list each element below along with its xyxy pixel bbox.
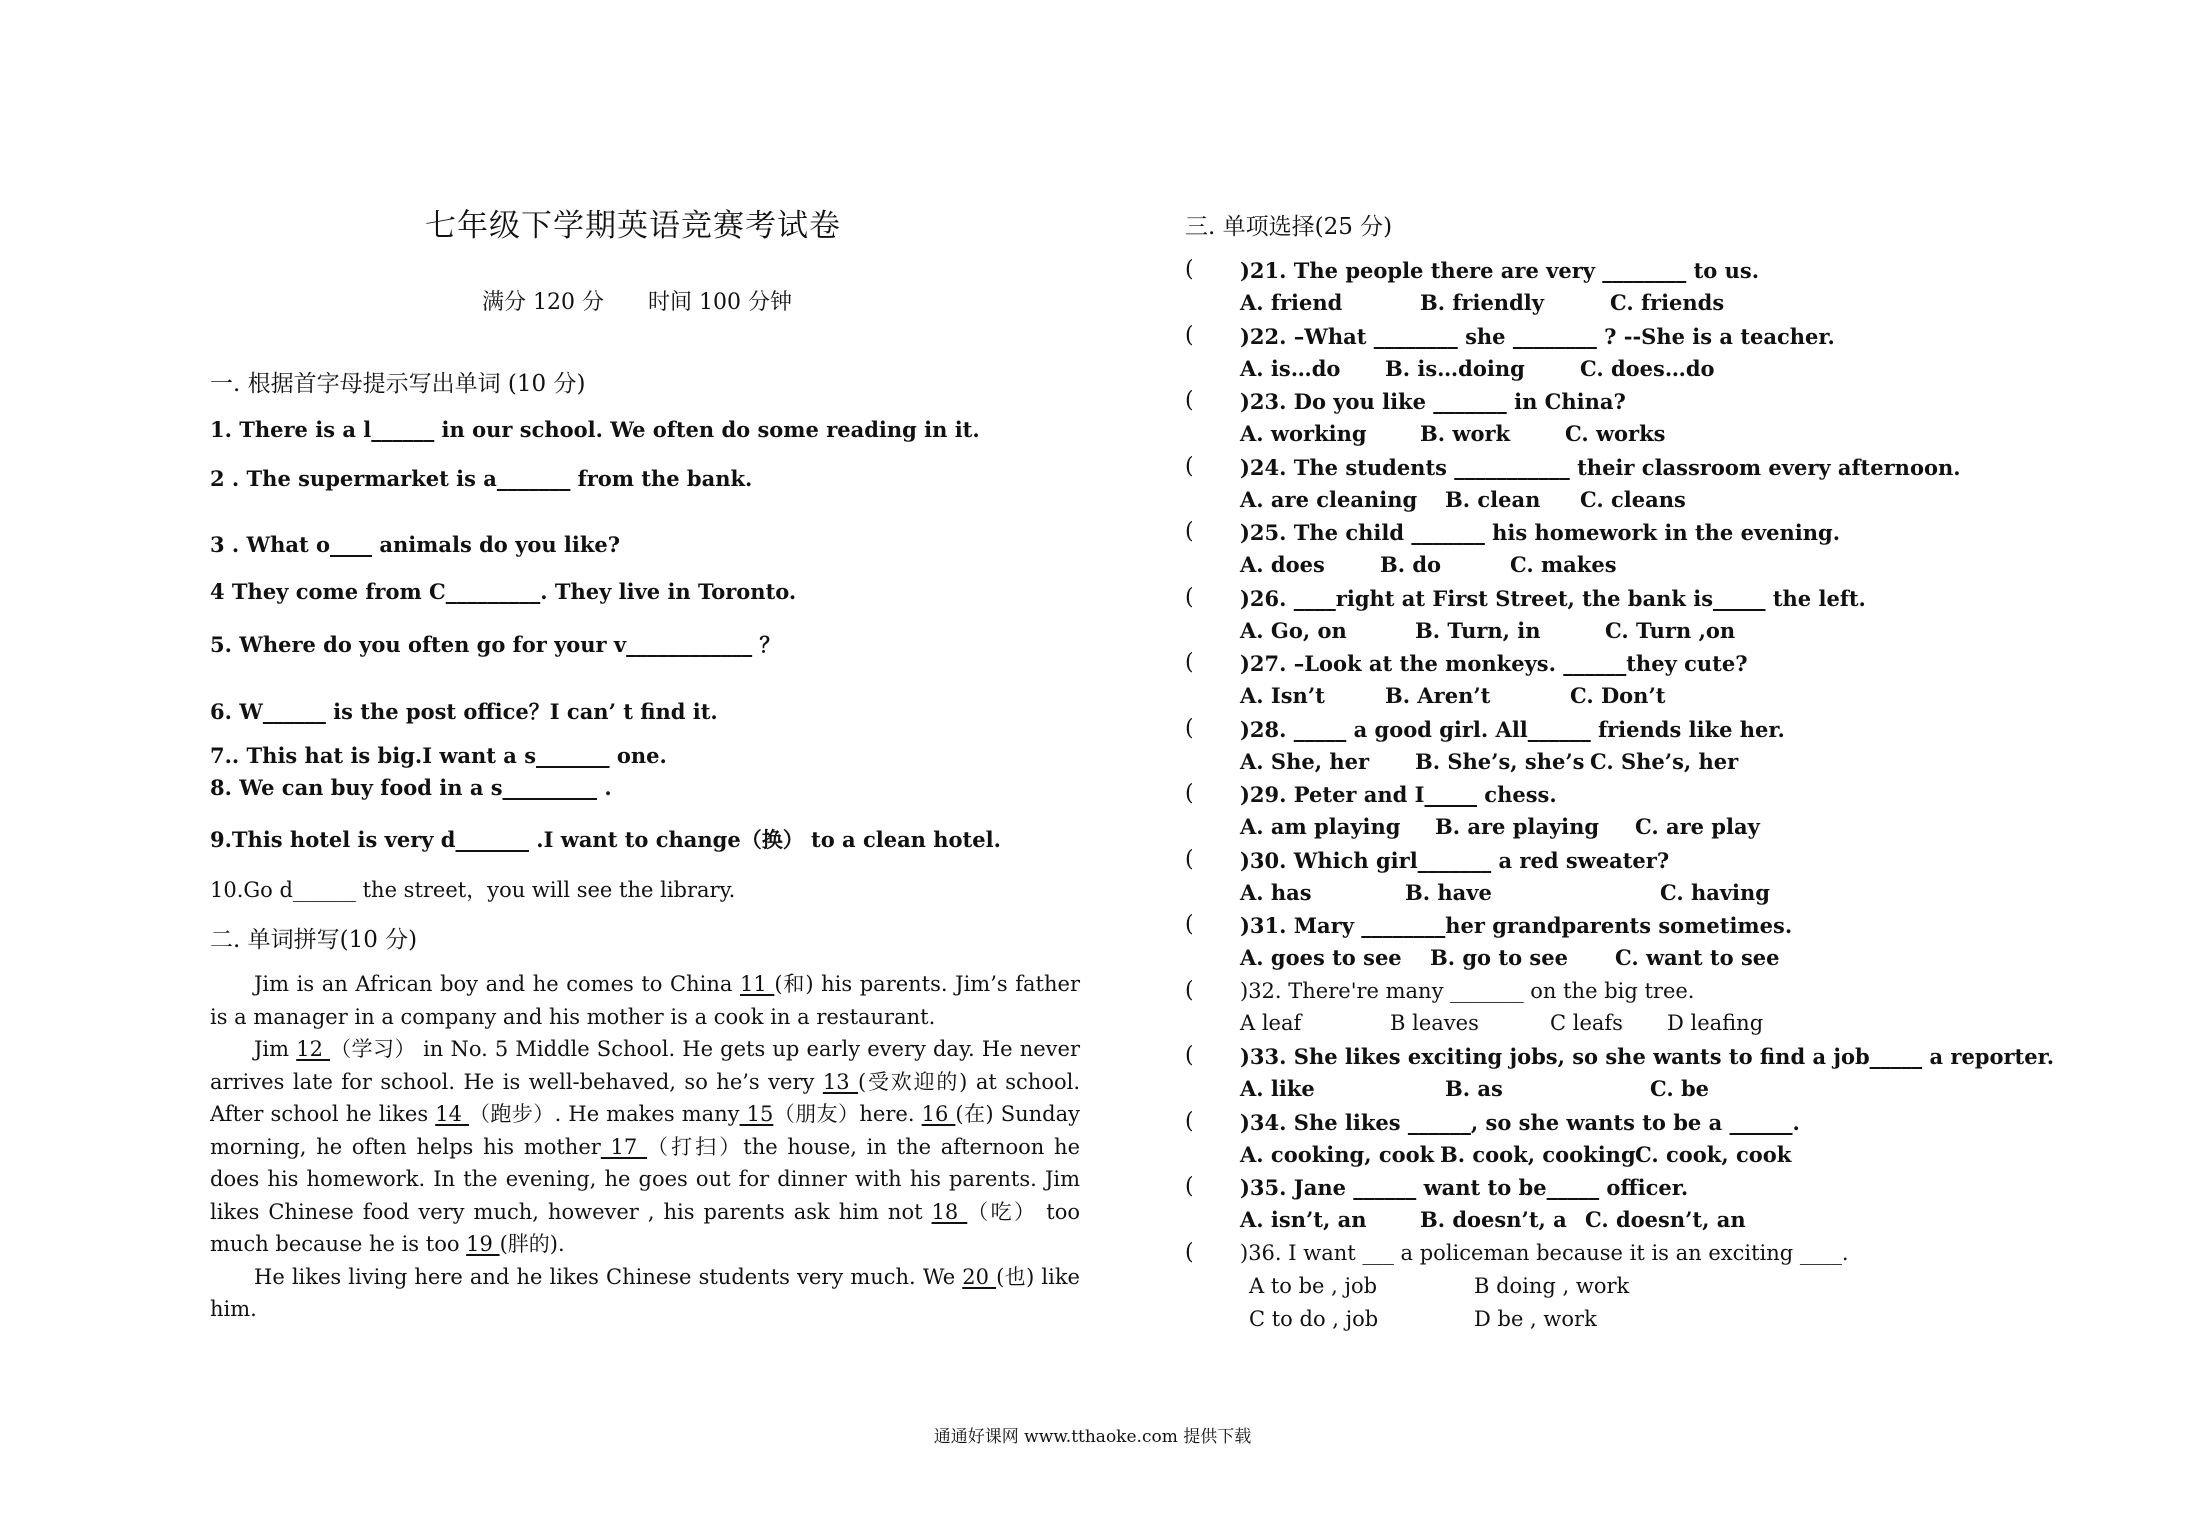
mcq-option: B. are playing <box>1435 814 1600 839</box>
mcq-option: A. like <box>1240 1076 1315 1101</box>
blank-11: 11 <box>739 972 775 996</box>
mcq-option: A. friend <box>1240 290 1343 315</box>
mcq-option: B. doesn’t, a <box>1420 1207 1567 1232</box>
mcq-stem: )32. There're many _______ on the big tree. <box>1240 978 1695 1003</box>
cloze-paragraph-2: Jim 12 （学习） in No. 5 Middle School. He gets up early every day. He never arrives late for school. He is well-behaved, so he’s very 13 (受欢迎的) at school. After school he likes 14 （跑步）. He makes many 15（朋友）here. 16 (在) Sunday morning, he often helps his mother 17 （打扫）the house, in the afternoon he does his homework. In the evening, he goes out for dinner with his parents. Jim likes Chinese food very much, however , his parents ask him not 18 （吃） too much because he is too 19 (胖的). <box>210 1037 1081 1256</box>
section1-item: 3 . What o____ animals do you like? <box>210 532 621 557</box>
mcq-option: B leaves <box>1390 1010 1479 1035</box>
mcq-stem: )28. _____ a good girl. All______ friends like her. <box>1240 716 1785 742</box>
mcq-option: C. doesn’t, an <box>1585 1207 1746 1232</box>
section1-item: 6. W______ is the post office？I can’ t find it. <box>210 699 718 724</box>
answer-paren: ( <box>1185 1174 1194 1199</box>
answer-paren: ( <box>1185 453 1194 479</box>
cloze-paragraph-3: He likes living here and he likes Chinese students very much. We 20 (也) like him. <box>210 1264 1080 1321</box>
section3-heading: 三. 单项选择(25 分) <box>1185 214 1393 240</box>
mcq-stem: )34. She likes ______, so she wants to be a ______. <box>1240 1109 1800 1135</box>
blank-16: 16 <box>921 1102 956 1126</box>
answer-paren: ( <box>1185 912 1194 937</box>
answer-paren: ( <box>1185 781 1194 806</box>
mcq-stem: )33. She likes exciting jobs, so she wants to find a job_____ a reporter. <box>1240 1044 2055 1069</box>
mcq-option: B. go to see <box>1430 945 1568 970</box>
mcq-option: C. be <box>1650 1076 1710 1101</box>
answer-paren: ( <box>1185 584 1194 610</box>
mcq-option: B. as <box>1445 1076 1503 1101</box>
blank-15: 15 <box>739 1102 774 1126</box>
mcq-option: A. has <box>1240 879 1312 905</box>
blank-18: 18 <box>931 1199 968 1224</box>
section1-item: 1. There is a l______ in our school. We often do some reading in it. <box>210 417 980 442</box>
answer-paren: ( <box>1185 1043 1194 1068</box>
mcq-option: C. works <box>1565 421 1666 446</box>
answer-paren: ( <box>1185 519 1194 544</box>
mcq-option: B. work <box>1420 421 1511 446</box>
answer-paren: ( <box>1185 257 1194 282</box>
mcq-option: A. goes to see <box>1240 945 1402 970</box>
mcq-option: B. do <box>1380 552 1442 577</box>
section1-item: 10.Go d______ the street，you will see the library. <box>210 878 736 902</box>
mcq-option: B doing , work <box>1474 1273 1630 1298</box>
answer-paren: ( <box>1185 977 1194 1003</box>
mcq-option: A. working <box>1240 421 1367 446</box>
mcq-option: B. Aren’t <box>1385 683 1491 708</box>
page-title: 七年级下学期英语竞赛考试卷 <box>425 208 841 244</box>
answer-paren: ( <box>1185 650 1194 675</box>
blank-17: 17 <box>600 1134 648 1159</box>
score-info: 满分 120 分 时间 100 分钟 <box>482 290 792 315</box>
mcq-option: B. She’s, she’s <box>1415 748 1585 774</box>
mcq-stem: )22. –What ________ she ________ ? --She is a teacher. <box>1240 323 1835 349</box>
mcq-option: C leafs <box>1550 1010 1623 1035</box>
mcq-stem: )23. Do you like _______ in China? <box>1240 389 1626 414</box>
mcq-stem: )35. Jane ______ want to be_____ officer. <box>1240 1175 1689 1200</box>
mcq-stem: )24. The students ___________ their classroom every afternoon. <box>1240 454 1961 480</box>
mcq-option: A leaf <box>1240 1010 1302 1035</box>
mcq-option: B. friendly <box>1420 290 1544 315</box>
mcq-option: C. makes <box>1510 552 1617 577</box>
mcq-option: B. cook, cooking <box>1440 1141 1636 1167</box>
mcq-option: C. friends <box>1610 290 1725 315</box>
section1-item: 7.. This hat is big.I want a s_______ one. <box>210 743 667 768</box>
answer-paren: ( <box>1185 715 1194 741</box>
mcq-option: A. Go, on <box>1240 617 1347 643</box>
answer-paren: ( <box>1185 846 1194 872</box>
mcq-option: D leafing <box>1667 1010 1764 1035</box>
mcq-stem: )31. Mary ________her grandparents sometimes. <box>1240 913 1793 938</box>
mcq-option: C. are play <box>1635 814 1760 839</box>
answer-paren: ( <box>1185 388 1194 413</box>
mcq-option: A. isn’t, an <box>1240 1207 1367 1232</box>
answer-paren: ( <box>1185 1108 1194 1134</box>
footer-credit: 通通好课网 www.tthaoke.com 提供下载 <box>933 1427 1252 1447</box>
mcq-option: D be , work <box>1474 1306 1597 1331</box>
blank-12: 12 <box>296 1037 331 1061</box>
cloze-paragraph-1: Jim is an African boy and he comes to China 11 (和) his parents. Jim’s father is a manager in a company and his mother is a cook in a restaurant. <box>210 972 1080 1029</box>
mcq-option: B. is…doing <box>1385 355 1525 381</box>
mcq-option: A. does <box>1240 552 1325 577</box>
mcq-option: B. clean <box>1445 486 1541 512</box>
mcq-stem: )25. The child _______ his homework in the evening. <box>1240 520 1841 545</box>
blank-19: 19 <box>466 1232 500 1256</box>
mcq-option: A. is…do <box>1240 355 1341 381</box>
section2-heading: 二. 单词拼写(10 分) <box>210 927 418 953</box>
mcq-option: C. cleans <box>1580 486 1686 512</box>
blank-14: 14 <box>435 1102 470 1126</box>
mcq-stem: )21. The people there are very ________ to us. <box>1240 258 1760 283</box>
section1-item: 5. Where do you often go for your v____________ ？ <box>210 632 781 657</box>
blank-20: 20 <box>962 1264 997 1289</box>
answer-paren: ( <box>1185 1239 1194 1265</box>
mcq-option: C to do , job <box>1249 1306 1379 1331</box>
mcq-option: C. does…do <box>1580 355 1715 381</box>
mcq-stem: )36. I want ___ a policeman because it is an exciting ____. <box>1240 1240 1849 1265</box>
mcq-option: A. She, her <box>1240 748 1370 774</box>
blank-13: 13 <box>822 1069 859 1094</box>
mcq-option: A. are cleaning <box>1240 486 1418 512</box>
mcq-option: C. Don’t <box>1570 683 1666 708</box>
section1-item: 4 They come from C_________. They live in Toronto. <box>210 579 797 604</box>
mcq-option: C. Turn ,on <box>1605 617 1736 643</box>
mcq-option: A to be , job <box>1249 1273 1378 1298</box>
mcq-stem: )27. –Look at the monkeys. ______they cute? <box>1240 651 1748 676</box>
cloze-passage <box>210 968 1080 1326</box>
mcq-option: B. have <box>1405 879 1492 905</box>
mcq-stem: )26. ____right at First Street, the bank is_____ the left. <box>1240 585 1866 611</box>
mcq-option: C. having <box>1660 879 1770 905</box>
section1-heading: 一. 根据首字母提示写出单词 (10 分) <box>210 371 586 397</box>
mcq-option: A. cooking, cook <box>1240 1141 1435 1167</box>
mcq-stem: )29. Peter and I_____ chess. <box>1240 782 1557 807</box>
section1-item: 9.This hotel is very d_______ .I want to change（换） to a clean hotel. <box>210 827 1001 852</box>
mcq-option: A. Isn’t <box>1240 683 1325 708</box>
mcq-option: C. She’s, her <box>1590 748 1739 774</box>
mcq-stem: )30. Which girl_______ a red sweater? <box>1240 847 1670 873</box>
section1-item: 2 . The supermarket is a_______ from the bank. <box>210 466 753 491</box>
section1-item: 8. We can buy food in a s_________ . <box>210 775 612 800</box>
mcq-option: B. Turn, in <box>1415 617 1541 643</box>
mcq-option: C. cook, cook <box>1635 1141 1792 1167</box>
mcq-option: A. am playing <box>1240 814 1401 839</box>
mcq-option: C. want to see <box>1615 945 1780 970</box>
answer-paren: ( <box>1185 322 1194 348</box>
